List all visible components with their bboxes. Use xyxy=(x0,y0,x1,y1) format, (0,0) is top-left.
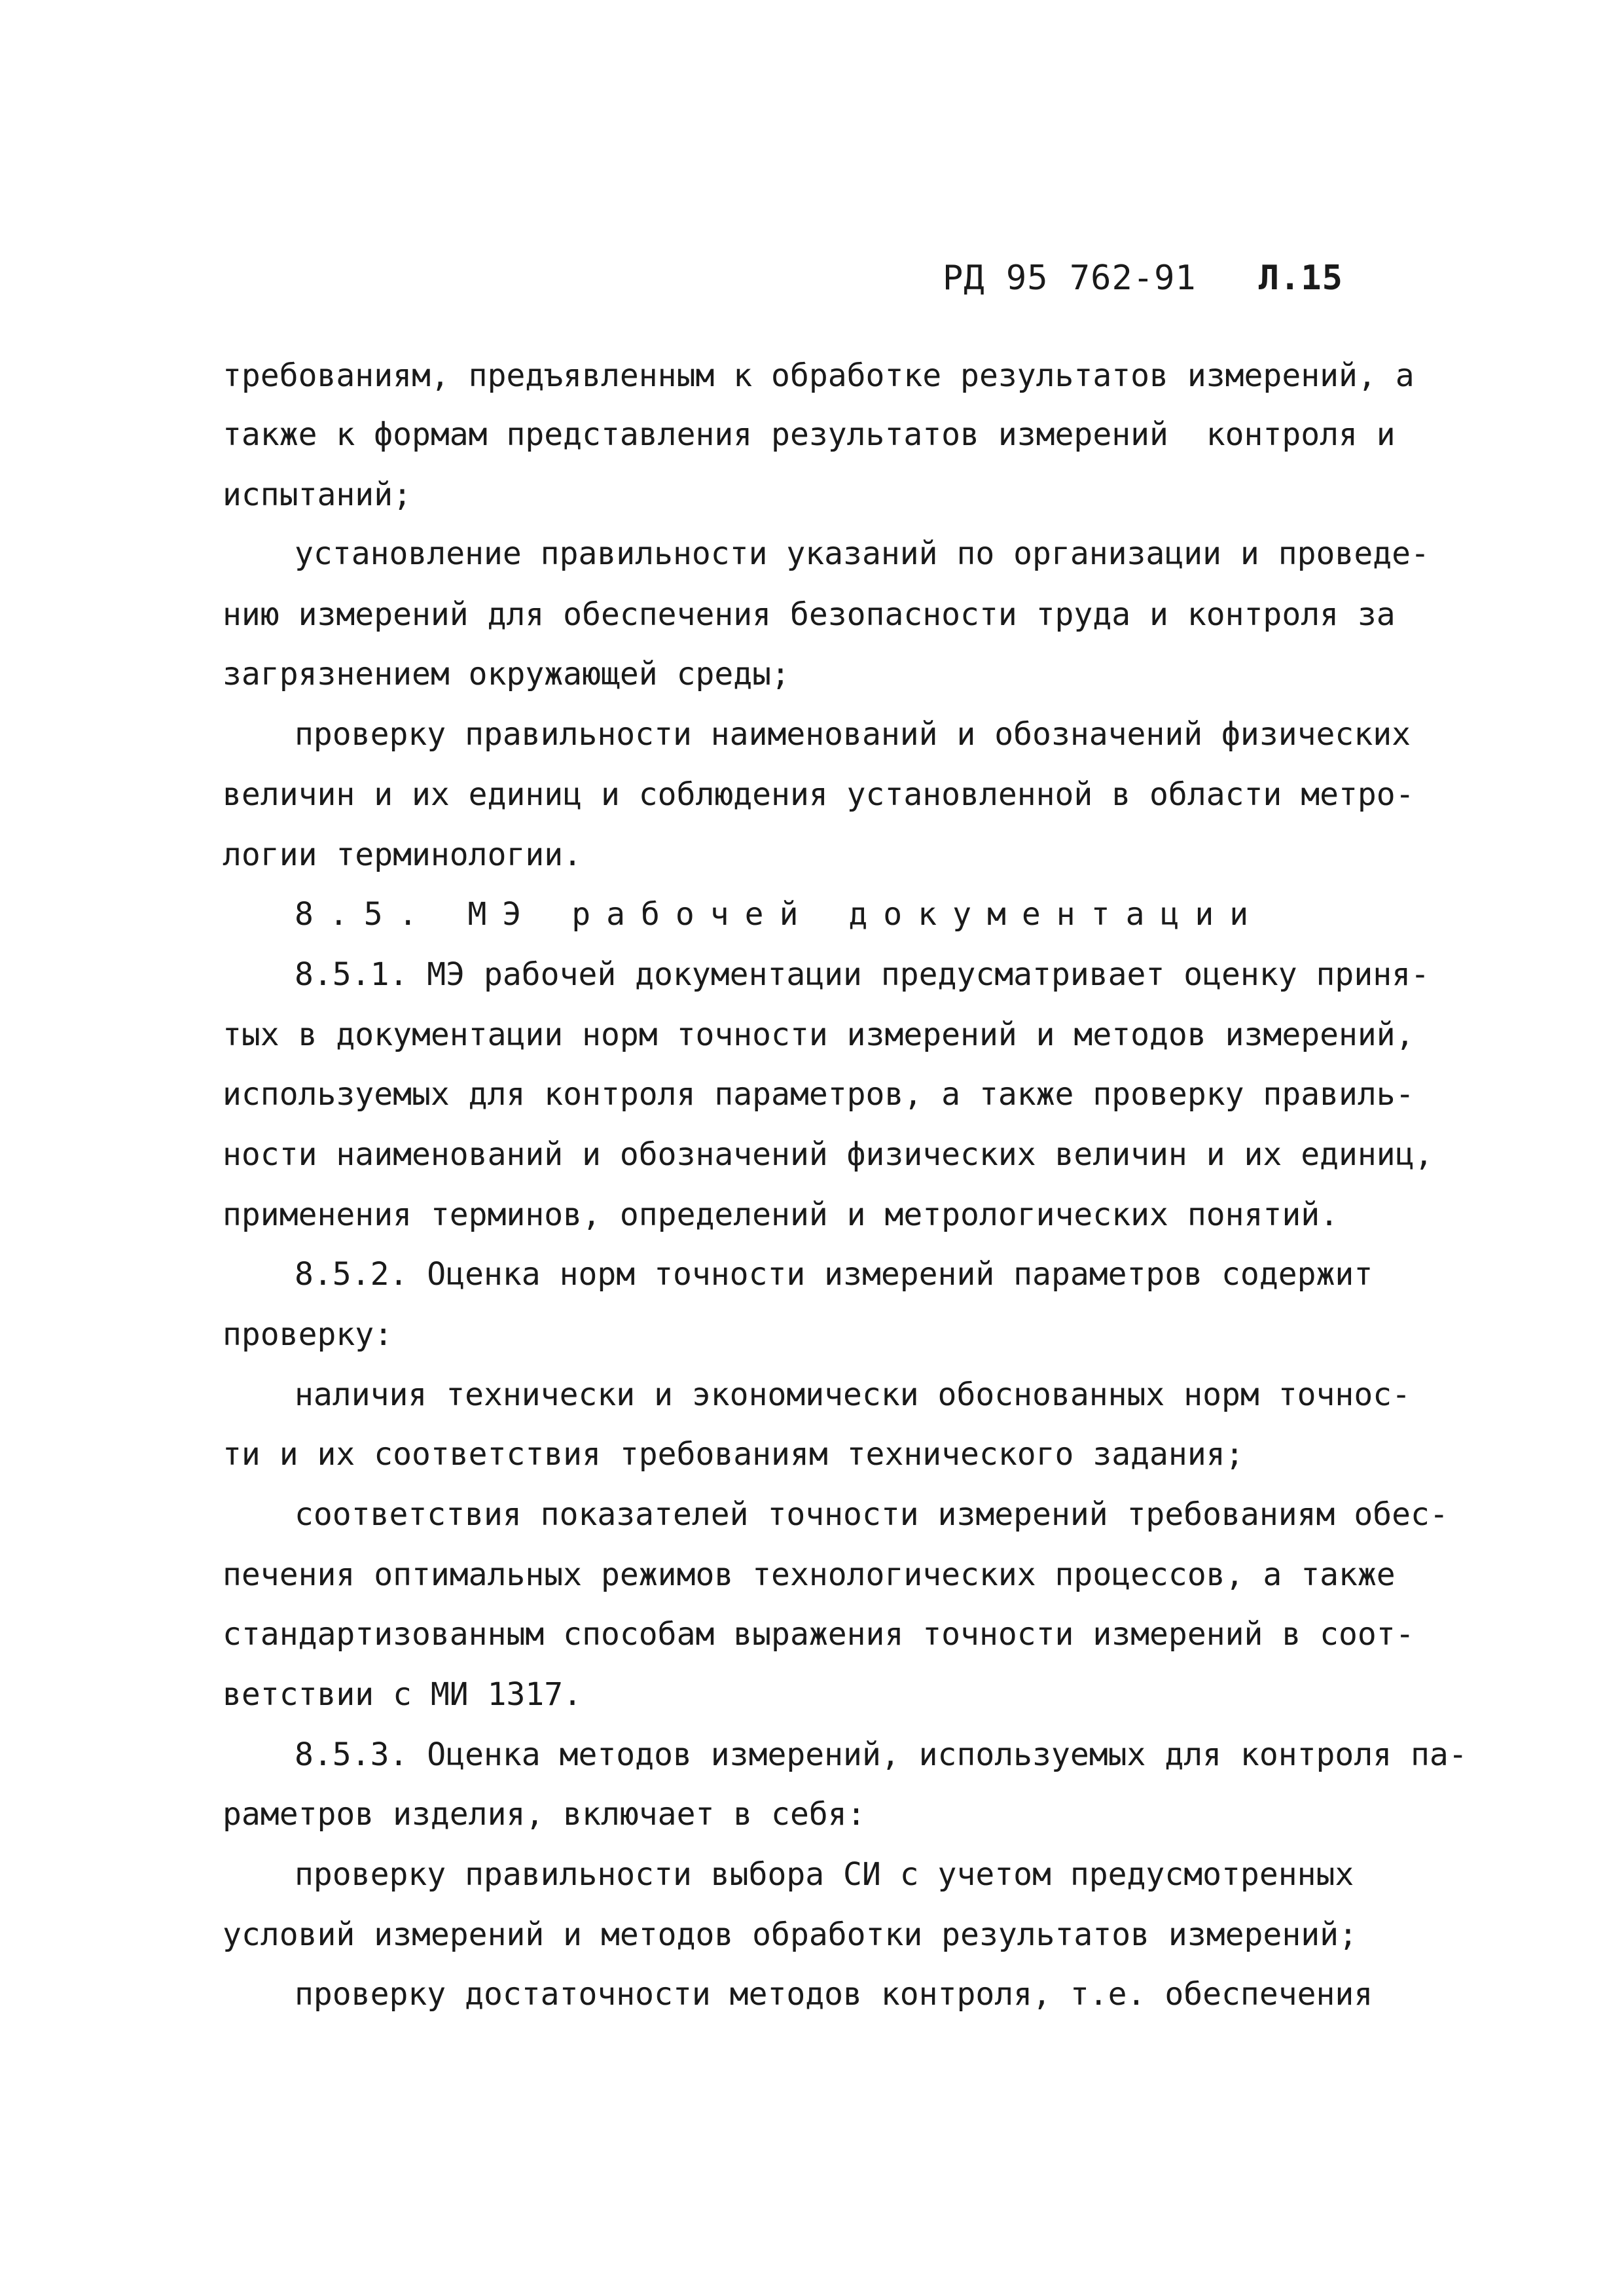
text-line: проверку правильности наименований и обозначений физических xyxy=(295,716,1411,753)
text-line: проверку: xyxy=(223,1316,393,1353)
text-line: стандартизованным способам выражения точности измерений в соот- xyxy=(223,1616,1415,1653)
section-heading: 8.5. МЭ рабочей документации xyxy=(295,896,1265,933)
text-line: логии терминологии. xyxy=(223,836,583,873)
text-line: ти и их соответствия требованиям технического задания; xyxy=(223,1436,1244,1473)
text-line: ности наименований и обозначений физических величин и их единиц, xyxy=(223,1136,1434,1173)
text-line: печения оптимальных режимов технологических процессов, а также xyxy=(223,1556,1396,1593)
text-line: применения терминов, определений и метрологических понятий. xyxy=(223,1196,1339,1233)
text-line: испытаний; xyxy=(223,476,412,513)
page-header xyxy=(943,259,1343,298)
sheet-number: Л.15 xyxy=(1258,259,1343,298)
text-line: проверку правильности выбора СИ с учетом предусмотренных xyxy=(295,1856,1354,1893)
text-line: также к формам представления результатов измерений контроля и xyxy=(223,416,1396,453)
text-line: 8.5.2. Оценка норм точности измерений параметров содержит xyxy=(295,1256,1373,1293)
text-line: условий измерений и методов обработки результатов измерений; xyxy=(223,1916,1358,1953)
document-code: РД 95 762-91 xyxy=(943,259,1197,298)
text-line: 8.5.1. МЭ рабочей документации предусматривает оценку приня- xyxy=(295,956,1430,993)
text-line: используемых для контроля параметров, а также проверку правиль- xyxy=(223,1076,1415,1113)
text-line: установление правильности указаний по организации и проведе- xyxy=(295,535,1430,572)
text-line: проверку достаточности методов контроля, т.е. обеспечения xyxy=(295,1976,1373,2013)
text-line: тых в документации норм точности измерений и методов измерений, xyxy=(223,1016,1415,1053)
text-line: раметров изделия, включает в себя: xyxy=(223,1796,866,1833)
text-line: наличия технически и экономически обоснованных норм точнос- xyxy=(295,1376,1411,1413)
text-line: загрязнением окружающей среды; xyxy=(223,656,790,692)
text-line: 8.5.3. Оценка методов измерений, используемых для контроля па- xyxy=(295,1736,1468,1773)
text-line: соответствия показателей точности измерений требованиям обес- xyxy=(295,1496,1449,1533)
text-line: требованиям, предъявленным к обработке результатов измерений, а xyxy=(223,357,1415,394)
text-line: величин и их единиц и соблюдения установленной в области метро- xyxy=(223,776,1415,813)
text-line: ветствии с МИ 1317. xyxy=(223,1676,583,1713)
text-line: нию измерений для обеспечения безопасности труда и контроля за xyxy=(223,596,1396,633)
